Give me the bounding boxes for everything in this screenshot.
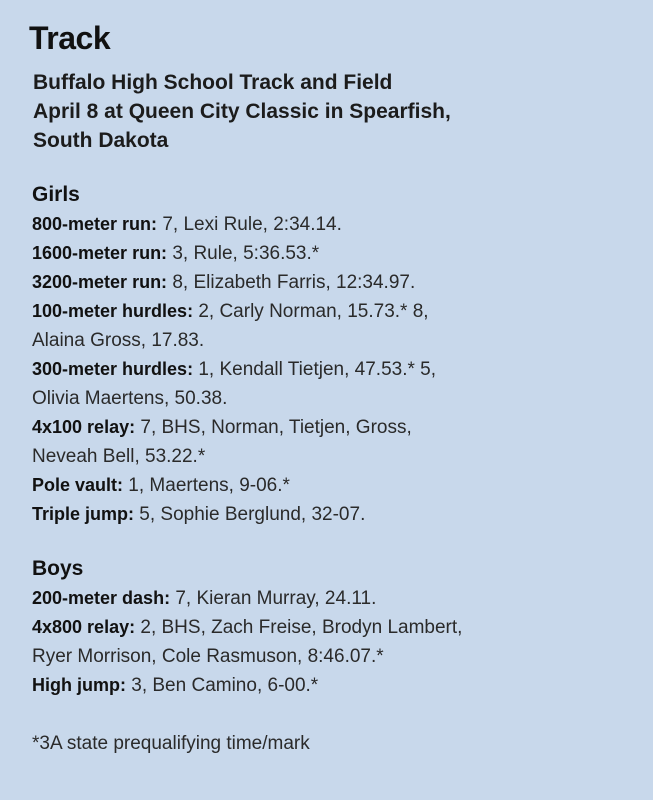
meet-header-line: South Dakota	[33, 129, 169, 152]
result-line	[32, 413, 633, 442]
result-line	[32, 297, 633, 326]
result-text: 7, BHS, Norman, Tietjen, Gross,	[135, 417, 412, 438]
meet-header	[33, 68, 629, 155]
event-name: Triple jump:	[32, 504, 135, 524]
event-name: Pole vault:	[32, 475, 124, 495]
result-text: Ryer Morrison, Cole Rasmuson, 8:46.07.*	[32, 646, 384, 667]
result-line	[32, 500, 633, 529]
result-text: 2, BHS, Zach Freise, Brodyn Lambert,	[135, 617, 463, 638]
result-text: Neveah Bell, 53.22.*	[32, 446, 206, 467]
result-line	[32, 642, 633, 671]
result-line	[32, 613, 633, 642]
result-line	[32, 442, 633, 471]
result-line	[32, 471, 633, 500]
girls-section	[29, 181, 633, 529]
page-title: Track	[29, 20, 111, 56]
event-name: High jump:	[32, 675, 126, 695]
result-line	[32, 384, 633, 413]
result-line	[32, 584, 633, 613]
result-text: 7, Kieran Murray, 24.11.	[170, 588, 377, 609]
event-name: 100-meter hurdles:	[32, 301, 194, 321]
boys-heading: Boys	[32, 557, 84, 580]
result-text: 3, Rule, 5:36.53.*	[167, 243, 320, 264]
meet-header-line: April 8 at Queen City Classic in Spearfish,	[33, 100, 451, 123]
result-text: Olivia Maertens, 50.38.	[32, 388, 228, 409]
boys-section	[29, 555, 633, 700]
result-text: Alaina Gross, 17.83.	[32, 330, 205, 351]
boys-results	[32, 584, 633, 700]
result-text: 1, Maertens, 9-06.*	[123, 475, 290, 496]
result-text: 2, Carly Norman, 15.73.* 8,	[193, 301, 429, 322]
event-name: 3200-meter run:	[32, 272, 168, 292]
result-text: 1, Kendall Tietjen, 47.53.* 5,	[193, 359, 437, 380]
event-name: 300-meter hurdles:	[32, 359, 194, 379]
result-line	[32, 268, 633, 297]
result-line	[32, 326, 633, 355]
event-name: 200-meter dash:	[32, 588, 171, 608]
result-line	[32, 355, 633, 384]
result-line	[32, 239, 633, 268]
girls-results	[32, 210, 633, 529]
girls-heading: Girls	[32, 183, 80, 206]
meet-header-line: Buffalo High School Track and Field	[33, 71, 393, 94]
result-text: 5, Sophie Berglund, 32-07.	[134, 504, 366, 525]
event-name: 800-meter run:	[32, 214, 158, 234]
result-line	[32, 210, 633, 239]
result-text: 7, Lexi Rule, 2:34.14.	[157, 214, 342, 235]
event-name: 4x100 relay:	[32, 417, 136, 437]
event-name: 1600-meter run:	[32, 243, 168, 263]
footnote: *3A state prequalifying time/mark	[32, 733, 310, 754]
result-line	[32, 671, 633, 700]
event-name: 4x800 relay:	[32, 617, 136, 637]
result-text: 3, Ben Camino, 6-00.*	[125, 675, 319, 696]
result-text: 8, Elizabeth Farris, 12:34.97.	[167, 272, 416, 293]
